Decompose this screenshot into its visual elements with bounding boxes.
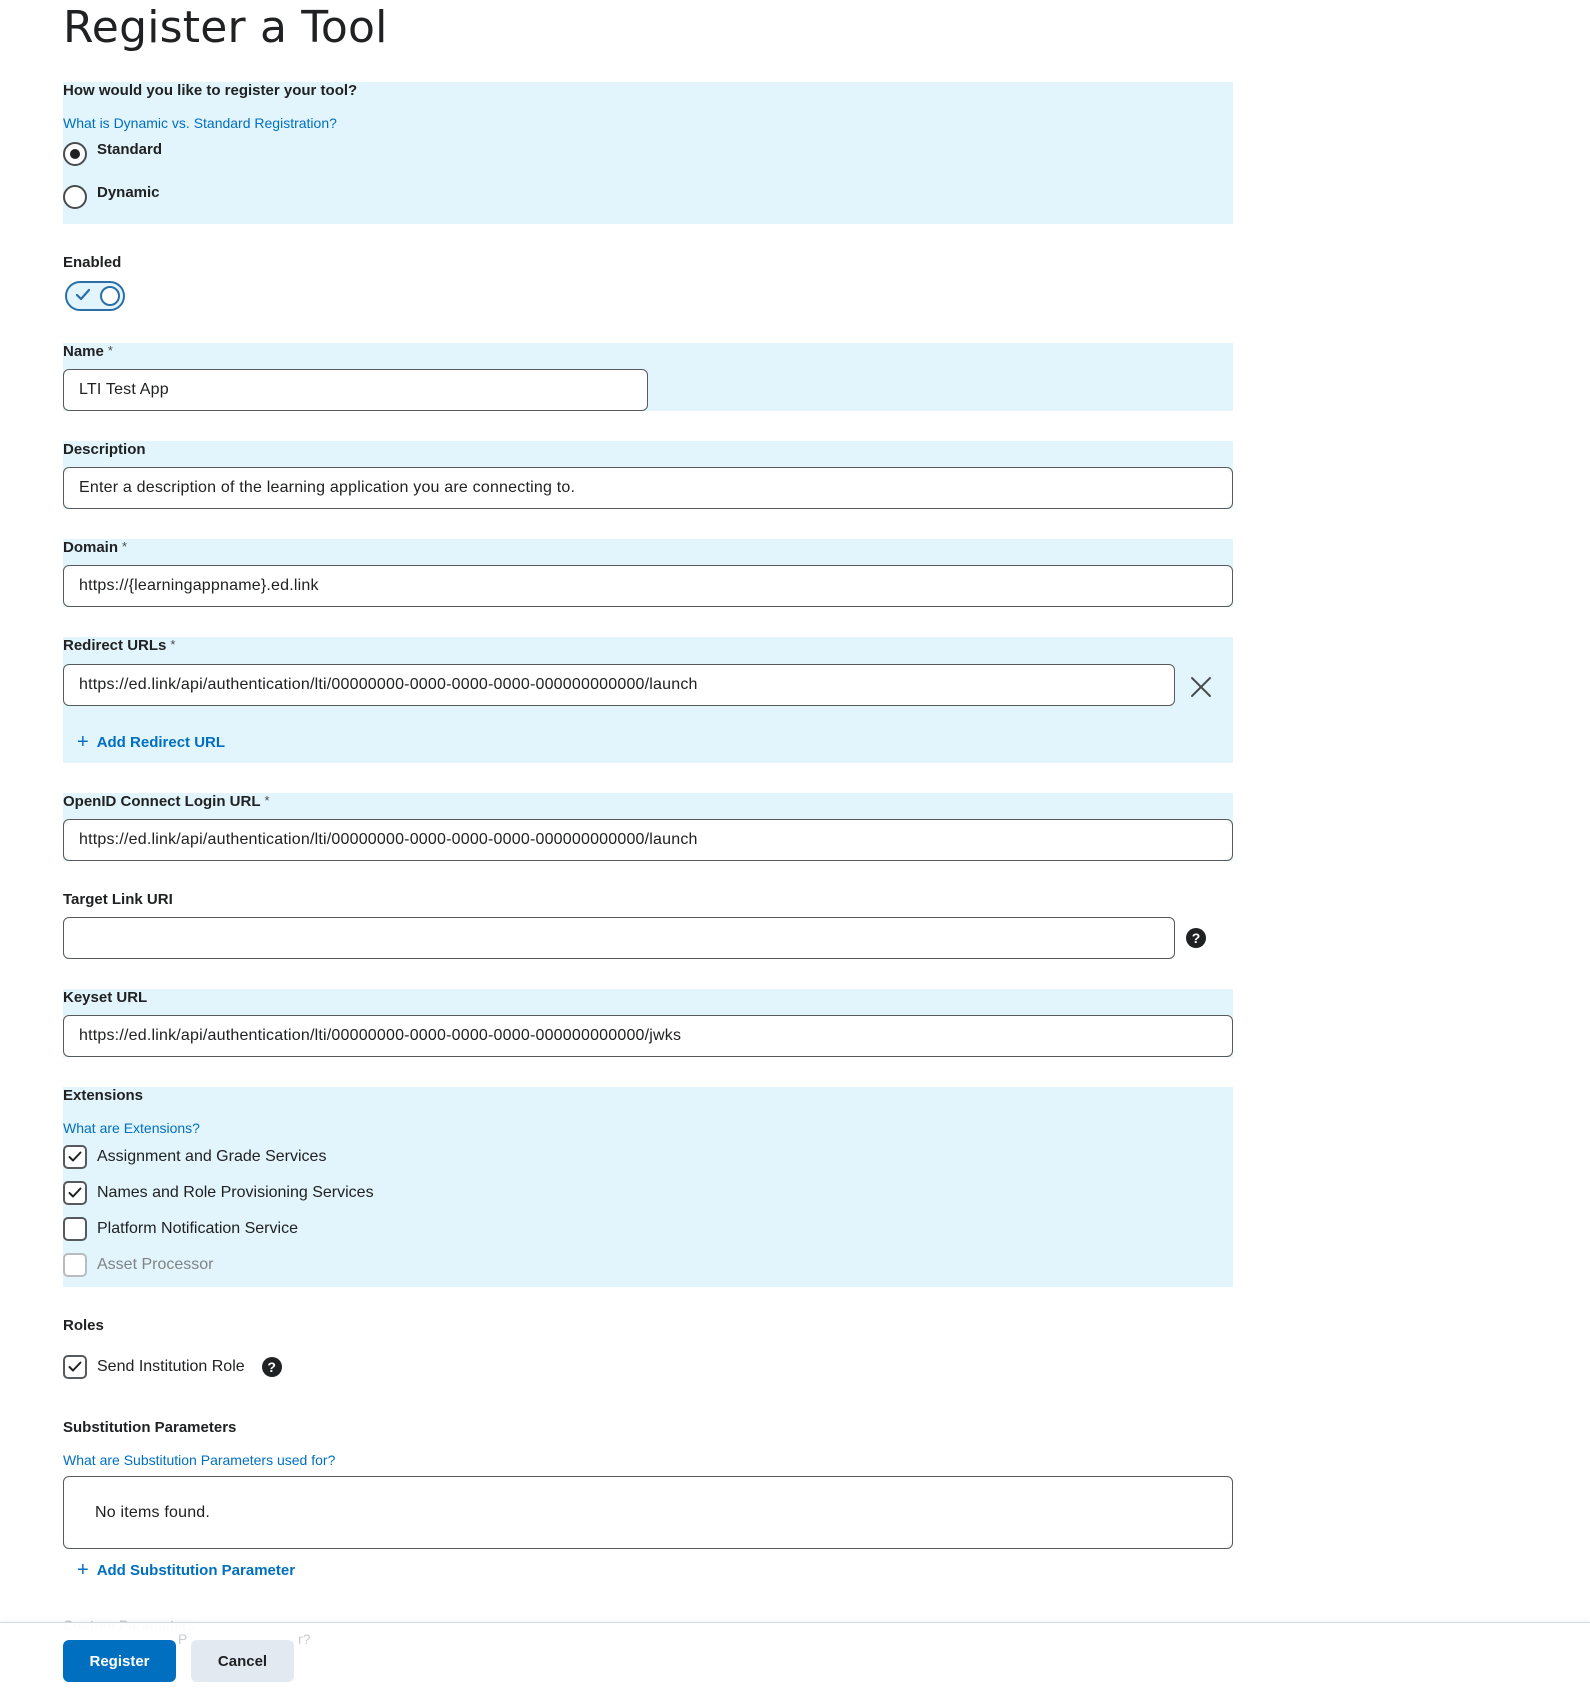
redirect-urls-label: Redirect URLs * <box>63 637 176 654</box>
custom-help-fragment: P <box>178 1631 188 1647</box>
substitution-help-link[interactable]: What are Substitution Parameters used for? <box>63 1452 336 1468</box>
checkbox[interactable] <box>63 1355 87 1379</box>
register-button[interactable]: Register <box>63 1640 176 1682</box>
checkbox-disabled <box>63 1253 87 1277</box>
checkbox[interactable] <box>63 1145 87 1169</box>
radio-standard[interactable] <box>63 142 162 166</box>
checkmark-icon <box>68 1361 82 1373</box>
checkbox[interactable] <box>63 1181 87 1205</box>
extensions-label: Extensions <box>63 1087 144 1104</box>
name-label: Name * <box>63 343 113 360</box>
redirect-url-input[interactable]: https://ed.link/api/authentication/lti/00000000-0000-0000-0000-000000000000/launch <box>63 664 1175 706</box>
extension-label: Assignment and Grade Services <box>97 1148 327 1165</box>
add-substitution-parameter-button[interactable] <box>77 1560 295 1580</box>
plus-icon: + <box>77 1559 89 1581</box>
extension-platform-notification[interactable] <box>63 1217 298 1241</box>
description-section <box>63 441 1233 509</box>
keyset-input[interactable]: https://ed.link/api/authentication/lti/00000000-0000-0000-0000-000000000000/jwks <box>63 1015 1233 1057</box>
name-input[interactable]: LTI Test App <box>63 369 648 411</box>
substitution-label: Substitution Parameters <box>63 1419 237 1436</box>
add-redirect-url-label: Add Redirect URL <box>96 733 226 751</box>
name-section <box>63 343 1233 411</box>
keyset-section <box>63 989 1233 1057</box>
target-link-input[interactable] <box>63 917 1175 959</box>
add-redirect-url-button[interactable] <box>77 732 225 752</box>
extension-label: Platform Notification Service <box>97 1220 298 1237</box>
registration-help-link[interactable]: What is Dynamic vs. Standard Registration? <box>63 115 337 131</box>
help-icon[interactable]: ? <box>262 1357 282 1377</box>
send-institution-role[interactable] <box>63 1355 282 1379</box>
radio-dynamic-label: Dynamic <box>97 183 160 201</box>
checkbox[interactable] <box>63 1217 87 1241</box>
roles-label: Roles <box>63 1317 104 1334</box>
description-label: Description <box>63 441 146 458</box>
checkmark-icon <box>68 1187 82 1199</box>
extensions-section <box>63 1087 1233 1287</box>
send-institution-role-label: Send Institution Role <box>97 1358 245 1375</box>
keyset-label: Keyset URL <box>63 989 148 1006</box>
radio-standard-label: Standard <box>97 140 163 158</box>
toggle-knob <box>100 286 120 306</box>
openid-section <box>63 793 1233 861</box>
substitution-empty-list: No items found. <box>63 1476 1233 1549</box>
registration-question: How would you like to register your tool? <box>63 82 358 99</box>
page-title: Register a Tool <box>63 2 388 53</box>
extension-label: Asset Processor <box>97 1256 214 1273</box>
radio-standard-circle[interactable] <box>63 142 87 166</box>
checkmark-icon <box>75 288 91 302</box>
extension-names-roles[interactable] <box>63 1181 374 1205</box>
registration-type-section <box>63 82 1233 224</box>
extension-asset-processor <box>63 1253 213 1277</box>
radio-dynamic-circle[interactable] <box>63 185 87 209</box>
help-icon[interactable]: ? <box>1186 928 1206 948</box>
openid-label: OpenID Connect Login URL * <box>63 793 270 810</box>
extension-assignment-grade[interactable] <box>63 1145 326 1169</box>
domain-label: Domain * <box>63 539 128 556</box>
description-input[interactable]: Enter a description of the learning application you are connecting to. <box>63 467 1233 509</box>
enabled-toggle[interactable] <box>65 281 125 311</box>
plus-icon: + <box>77 731 89 753</box>
openid-input[interactable]: https://ed.link/api/authentication/lti/00000000-0000-0000-0000-000000000000/launch <box>63 819 1233 861</box>
extension-label: Names and Role Provisioning Services <box>97 1184 374 1201</box>
custom-help-fragment-end: r? <box>298 1631 311 1647</box>
form-footer <box>0 1622 1590 1696</box>
radio-dynamic[interactable] <box>63 185 160 209</box>
target-link-label: Target Link URI <box>63 891 173 908</box>
redirect-urls-section <box>63 637 1233 763</box>
cancel-button[interactable]: Cancel <box>191 1640 294 1682</box>
domain-section <box>63 539 1233 607</box>
domain-input[interactable]: https://{learningappname}.ed.link <box>63 565 1233 607</box>
extensions-help-link[interactable]: What are Extensions? <box>63 1120 200 1136</box>
radio-selected-dot <box>70 149 80 159</box>
add-substitution-parameter-label: Add Substitution Parameter <box>96 1561 296 1579</box>
checkmark-icon <box>68 1151 82 1163</box>
enabled-label: Enabled <box>63 254 122 271</box>
close-icon[interactable] <box>1190 676 1212 698</box>
